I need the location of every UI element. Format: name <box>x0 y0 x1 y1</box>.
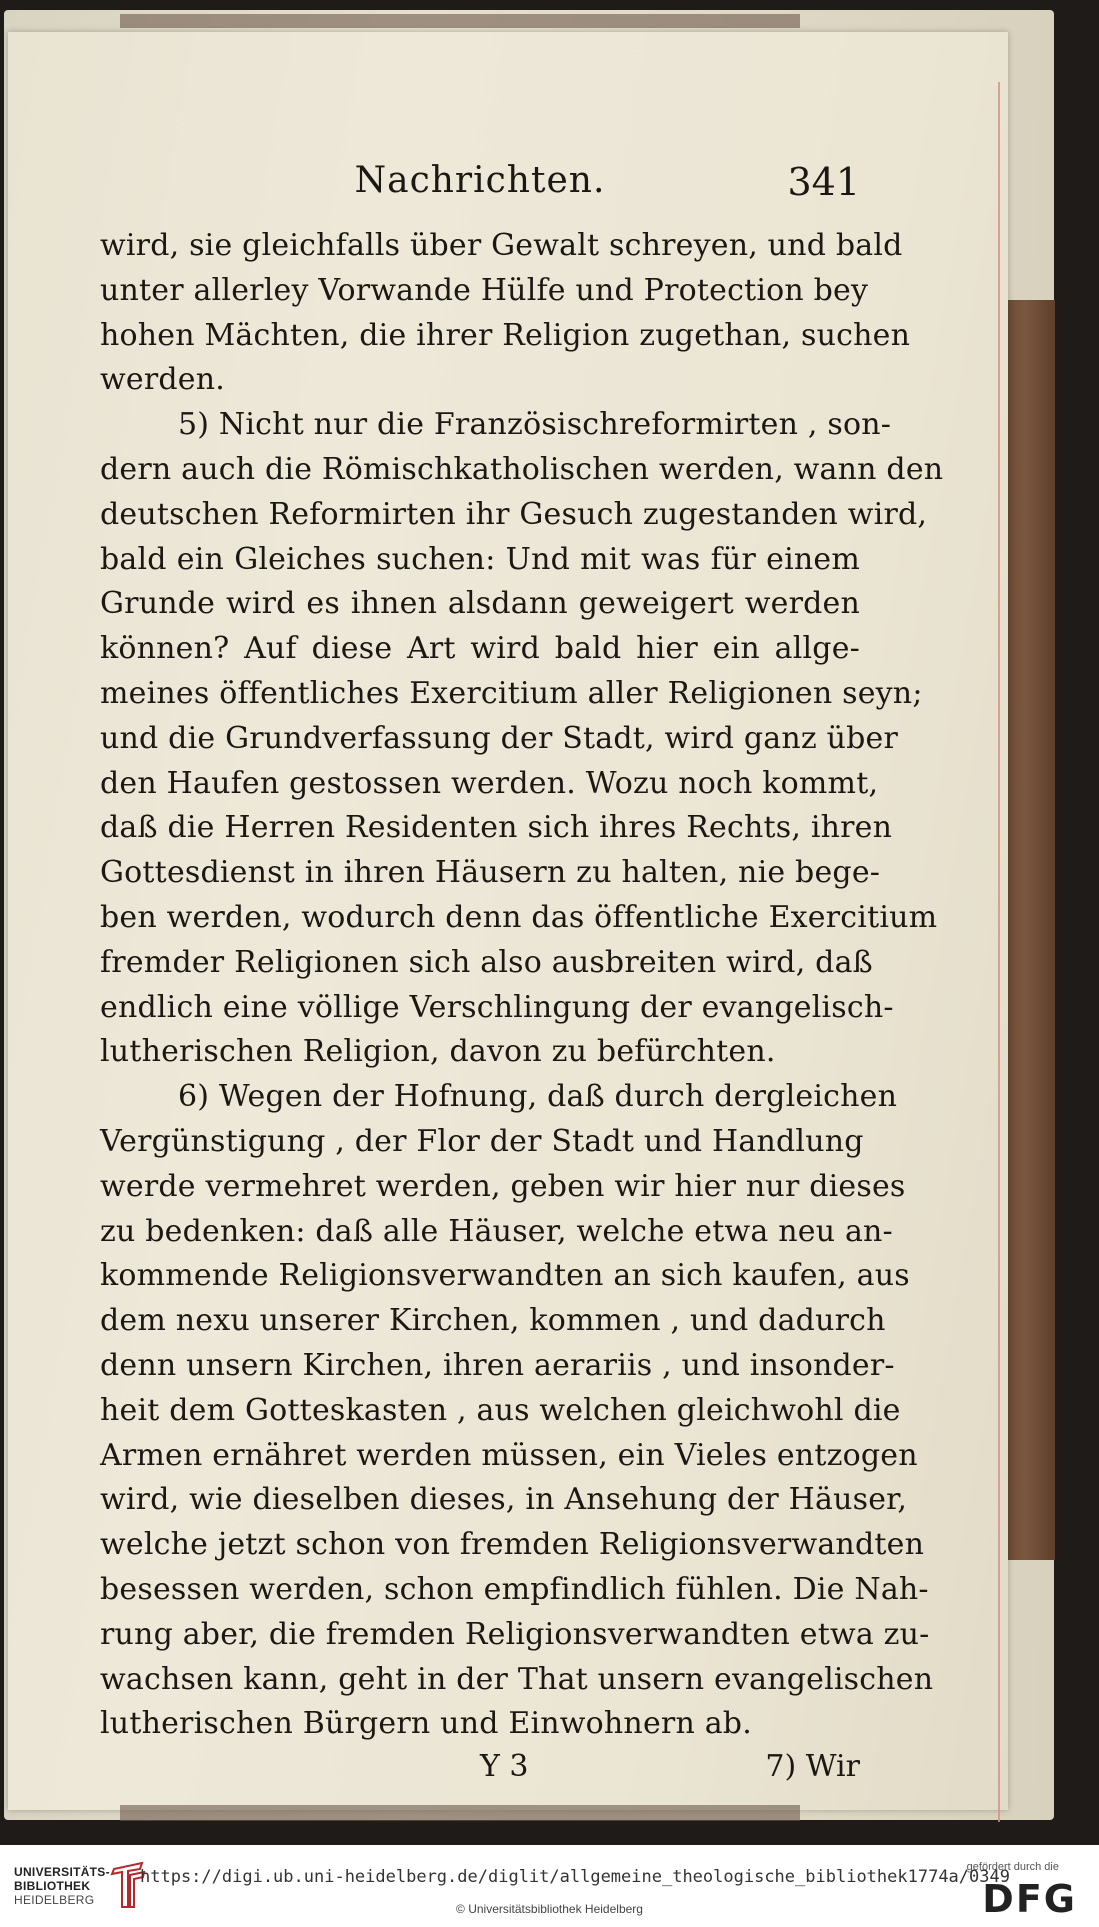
dfg-logo: DFG <box>982 1877 1077 1921</box>
text-line: dem nexu unserer Kirchen, kommen , und dadurch <box>100 1303 886 1339</box>
book-spine-strip <box>1005 300 1055 1560</box>
bottom-binding-band <box>120 1805 800 1821</box>
text-line: besessen werden, schon empfindlich fühlen. Die Nah- <box>100 1571 929 1607</box>
library-name <box>14 1865 110 1907</box>
text-line: wird, sie gleichfalls über Gewalt schreyen, und bald <box>100 228 903 263</box>
text-line: unter allerley Vorwande Hülfe und Protection bey <box>100 272 869 308</box>
text-line: dern auch die Römischkatholischen werden, wann den <box>100 451 944 487</box>
text-line: hohen Mächten, die ihrer Religion zugethan, suchen <box>100 317 911 353</box>
text-line: den Haufen gestossen werden. Wozu noch kommt, <box>100 765 879 801</box>
text-line: und die Grundverfassung der Stadt, wird ganz über <box>100 720 899 756</box>
text-line: denn unsern Kirchen, ihren aerariis , und insonder- <box>100 1347 895 1383</box>
library-name-line: HEIDELBERG <box>14 1893 95 1907</box>
page-edge-line <box>998 82 1000 1822</box>
copyright-notice: © Universitätsbibliothek Heidelberg <box>456 1902 643 1916</box>
page-text-block <box>100 160 944 1799</box>
text-line: lutherischen Bürgern und Einwohnern ab. <box>100 1706 752 1742</box>
text-line: Vergünstigung , der Flor der Stadt und Handlung <box>100 1123 864 1159</box>
document-url-link[interactable]: https://digi.ub.uni-heidelberg.de/diglit/allgemeine_theologische_bibliothek1774a/0349 <box>140 1867 1010 1887</box>
text-lines <box>100 224 944 1747</box>
sponsor-label: gefördert durch die <box>966 1861 1059 1873</box>
text-line: Armen ernähret werden müssen, ein Vieles entzogen <box>100 1437 918 1473</box>
signature-mark: Y 3 <box>480 1749 529 1785</box>
text-line: rung aber, die fremden Religionsverwandten etwa zu- <box>100 1616 930 1652</box>
text-line: welche jetzt schon von fremden Religionsverwandten <box>100 1527 925 1563</box>
text-line: bald ein Gleiches suchen: Und mit was für einem <box>100 541 860 577</box>
text-line: endlich eine völlige Verschlingung der evangelisch- <box>100 989 894 1025</box>
viewer-footer-bar <box>0 1845 1099 1927</box>
text-line: wird, wie dieselben dieses, in Ansehung der Häuser, <box>100 1482 908 1518</box>
text-line: 5) Nicht nur die Französischreformirten , son- <box>178 407 892 443</box>
text-line: daß die Herren Residenten sich ihres Rechts, ihren <box>100 810 893 846</box>
running-head <box>100 160 860 224</box>
text-line: werde vermehret werden, geben wir hier nur dieses <box>100 1168 906 1204</box>
text-line: ben werden, wodurch denn das öffentliche Exercitium <box>100 899 938 935</box>
text-line: können? Auf diese Art wird bald hier ein allge- <box>100 631 860 667</box>
text-line: wachsen kann, geht in der That unsern evangelischen <box>100 1661 934 1697</box>
library-name-line: UNIVERSITÄTS- <box>14 1865 110 1879</box>
text-line: meines öffentliches Exercitium aller Religionen seyn; <box>100 675 923 711</box>
text-line: Grunde wird es ihnen alsdann geweigert werden <box>100 586 860 622</box>
page-footer-line <box>100 1749 860 1799</box>
text-line: deutschen Reformirten ihr Gesuch zugestanden wird, <box>100 496 928 532</box>
text-line: zu bedenken: daß alle Häuser, welche etwa neu an- <box>100 1213 893 1249</box>
text-line: werden. <box>100 362 225 398</box>
catchword: 7) Wir <box>765 1749 860 1785</box>
text-line: heit dem Gotteskasten , aus welchen gleichwohl die <box>100 1392 901 1428</box>
running-title: Nachrichten. <box>354 160 606 201</box>
text-line: lutherischen Religion, davon zu befürchten. <box>100 1034 776 1070</box>
text-line: 6) Wegen der Hofnung, daß durch dergleichen <box>178 1079 898 1115</box>
text-line: fremder Religionen sich also ausbreiten wird, daß <box>100 944 873 980</box>
text-line: kommende Religionsverwandten an sich kaufen, aus <box>100 1258 910 1294</box>
library-name-line: BIBLIOTHEK <box>14 1879 91 1893</box>
top-binding-band <box>120 14 800 28</box>
text-line: Gottesdienst in ihren Häusern zu halten, nie bege- <box>100 855 881 891</box>
page-number: 341 <box>787 160 860 204</box>
